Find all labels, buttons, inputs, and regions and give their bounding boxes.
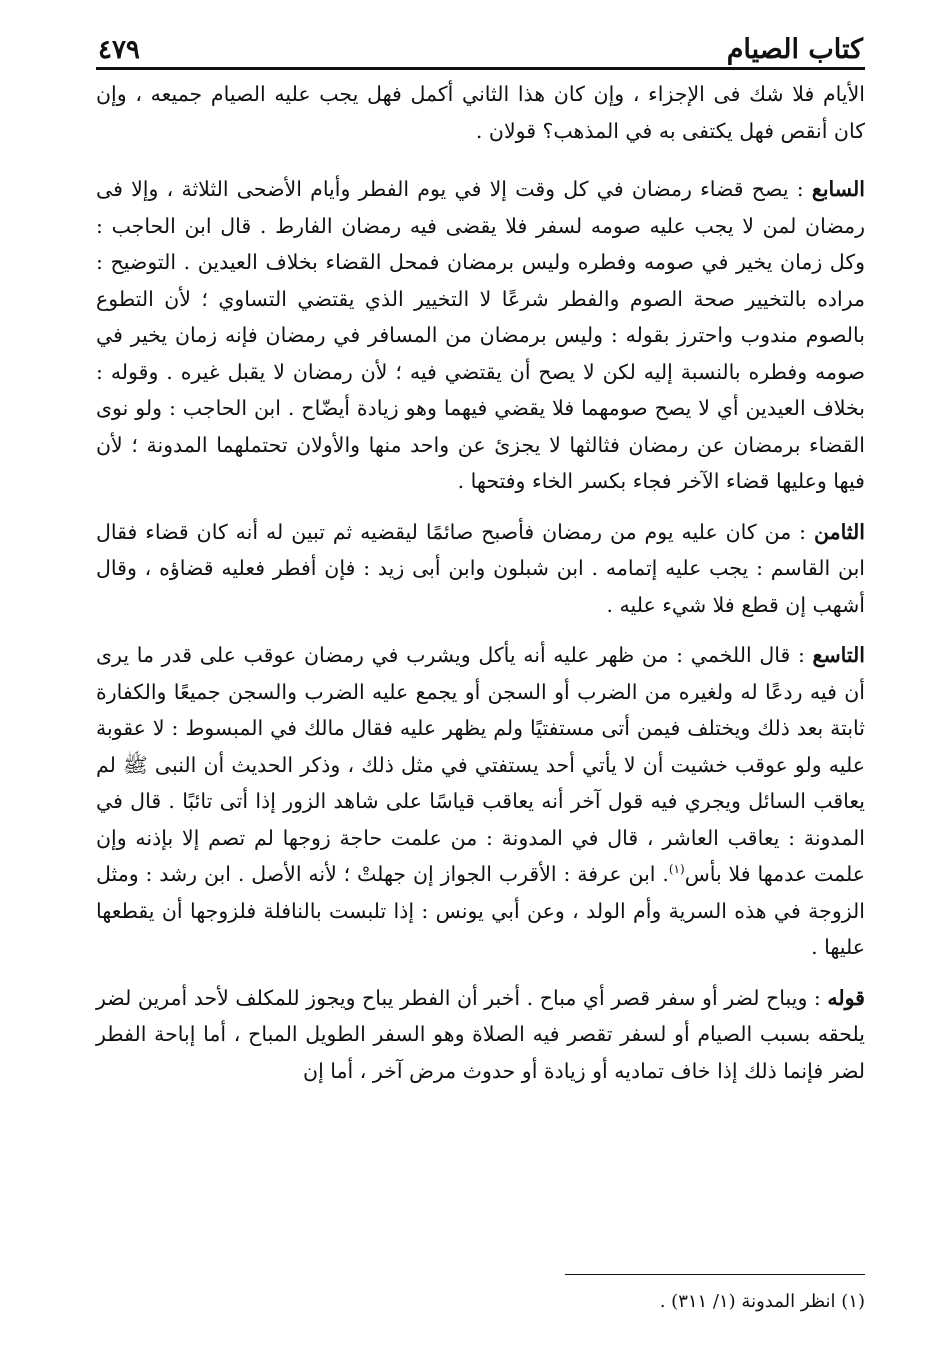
paragraph-heading: السابع: [811, 177, 865, 201]
paragraph-qawluhu: [96, 980, 865, 1090]
paragraph-heading: الثامن: [814, 519, 865, 544]
paragraph-text-continued: . ابن عرفة : الأقرب الجواز إن جهلتْ ؛ لأنه الأصل . ابن رشد : ومثل الزوجة في هذه السرية وأم الولد ، وعن أبي يونس : إذا تلبست بالنافلة فلزوجها أن يقطعها عليها .: [96, 862, 865, 959]
paragraph-eighth: [96, 514, 865, 624]
paragraph-text: : يصح قضاء رمضان في كل وقت إلا في يوم الفطر وأيام الأضحى الثلاثة ، وإلا فى رمضان لمن لا يجب عليه صومه لسفر فلا يقضى فيه رمضان الفارط . قال ابن الحاجب : وكل زمان يخير في صومه وفطره وليس برمضان فمحل القضاء بخلاف العيدين . التوضيح : مراده بالتخيير صحة الصوم والفطر شرعًا لا التخيير الذي يقتضي التساوي ؛ لأن التطوع بالصوم مندوب واحترز بقوله : وليس برمضان من المسافر في رمضان فإنه زمان يخير في صومه وفطره بالنسبة إليه لكن لا يصح أن يقتضي فيه ؛ لأن رمضان لا يقبل غيره . وقوله : بخلاف العيدين أي لا يصح صومهما فلا يقضي فيهما وهو زيادة أيضّاح . ابن الحاجب : ولو نوى القضاء برمضان عن رمضان فثالثها لا يجزئ عن واحد منها والأولان تحتملهما المدونة ؛ لأن فيها وعليها قضاء الآخر فجاء بكسر الخاء وفتحها .: [96, 177, 865, 493]
paragraph-continuation: [96, 76, 865, 149]
footnote-reference: (١): [668, 862, 685, 877]
book-title: كتاب الصيام: [726, 34, 863, 65]
paragraph-heading: التاسع: [812, 643, 865, 667]
page-header: [96, 26, 865, 70]
paragraph-ninth: [96, 637, 865, 966]
footnote: [660, 1288, 865, 1316]
paragraph-text: : قال اللخمي : من ظهر عليه أنه يأكل ويشرب في رمضان عوقب على قدر ما يرى أن فيه ردعًا له ولغيره من الضرب أو السجن أو يجمع عليه الضرب والسجن جميعًا والكفارة ثابتة بعد ذلك ويختلف فيمن أتى مستفتيًا ولم يظهر عليه فقال مالك في المبسوط : لا عقوبة عليه ولو عوقب خشيت أن لا يأتي أحد يستفتي في مثل ذلك ، وذكر الحديث أن النبى ﷺ لم يعاقب السائل ويجري فيه قول آخر أنه يعاقب قياسًا على شاهد الزور إذا أتى تائبًا . قال في المدونة : يعاقب العاشر ، قال في المدونة : من علمت حاجة زوجها لم تصم إلا بإذنه وإن علمت عدمها فلا بأس: [96, 643, 865, 886]
book-page: [96, 26, 865, 1346]
paragraph-seventh: [96, 171, 865, 500]
page-body: [96, 76, 865, 1089]
paragraph-text: : من كان عليه يوم من رمضان فأصبح صائمًا ليقضيه ثم تبين له أنه كان قضاء فقال ابن القاسم : يجب عليه إتمامه . ابن شبلون وابن أبى زيد : فإن أفطر فعليه قضاؤه ، وقال أشهب إن قطع فلا شيء عليه .: [96, 519, 865, 617]
paragraph-text: : ويباح لضر أو سفر قصر أي مباح . أخبر أن الفطر يباح ويجوز للمكلف لأحد أمرين لضر يلحقه بسبب الصيام أو لسفر تقصر فيه الصلاة وهو السفر الطويل المباح ، أما إباحة الفطر لضر فإنما ذلك إذا خاف تماديه أو زيادة أو حدوث مرض آخر ، أما إن: [96, 985, 865, 1083]
page-number: ٤٧٩: [98, 35, 140, 65]
paragraph-heading: قوله: [827, 985, 865, 1010]
footnote-separator: [565, 1274, 865, 1275]
footnote-text: (١) انظر المدونة (١/ ٣١١) .: [659, 1291, 865, 1312]
paragraph-text: الأيام فلا شك فى الإجزاء ، وإن كان هذا الثاني أكمل فهل يجب عليه الصيام جميعه ، وإن كان أنقص فهل يكتفى به في المذهب؟ قولان .: [96, 82, 865, 143]
